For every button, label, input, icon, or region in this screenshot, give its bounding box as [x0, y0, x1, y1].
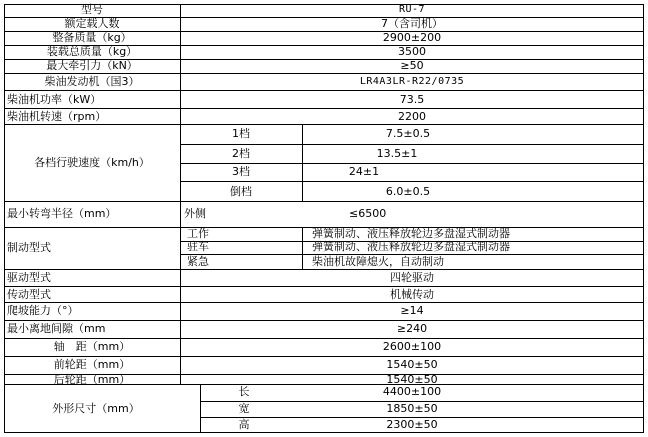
turn-radius-side: 外侧 — [184, 207, 206, 220]
dim-width-label: 宽 — [238, 402, 250, 415]
drive-value: 四轮驱动 — [390, 271, 434, 284]
brake-service-value: 弹簧制动、液压释放轮边多盘湿式制动器 — [312, 227, 510, 240]
brake-service-label: 工作 — [187, 227, 209, 240]
rpm-value: 2200 — [398, 110, 426, 123]
wheelbase-value: 2600±100 — [382, 340, 442, 353]
front-track-label: 前轮距（mm） — [53, 358, 131, 371]
loaded-weight-value: 3500 — [398, 45, 426, 58]
engine-label: 柴油发动机（国3） — [44, 75, 140, 88]
gear-reverse-label: 倒档 — [230, 185, 252, 198]
wheelbase-label: 轴 距（mm） — [53, 340, 131, 353]
dim-height-label: 高 — [238, 418, 250, 431]
engine-value: LR4A3LR-R22/0735 — [359, 76, 465, 87]
seats-label: 额定载人数 — [64, 17, 120, 30]
front-track-value: 1540±50 — [386, 358, 438, 371]
gear-2-label: 2档 — [232, 147, 250, 160]
gear-reverse-speed: 6.0±0.5 — [385, 185, 431, 198]
climb-label: 爬坡能力（°） — [7, 304, 79, 317]
dim-length-label: 长 — [238, 385, 250, 398]
traction-label: 最大牵引力（kN） — [46, 59, 138, 72]
gear-1-speed: 7.5±0.5 — [385, 127, 431, 140]
rear-track-value: 1540±50 — [386, 373, 438, 386]
curb-weight-label: 整备质量（kg） — [52, 31, 132, 44]
drive-label: 驱动型式 — [7, 271, 51, 284]
curb-weight-value: 2900±200 — [382, 31, 442, 44]
gear-1-label: 1档 — [232, 127, 250, 140]
model-label: 型号 — [81, 3, 103, 16]
power-value: 73.5 — [399, 93, 425, 106]
dim-height-value: 2300±50 — [386, 418, 438, 431]
rpm-label: 柴油机转速（rpm） — [7, 110, 107, 123]
loaded-weight-label: 装载总质量（kg） — [46, 45, 138, 58]
turn-radius-value: ≤6500 — [349, 207, 387, 220]
turn-radius-label: 最小转弯半径（mm） — [7, 207, 117, 220]
rear-track-label: 后轮距（mm） — [53, 373, 131, 386]
brake-parking-label: 驻车 — [187, 240, 209, 253]
brake-emergency-label: 紧急 — [187, 255, 209, 268]
gear-3-label: 3档 — [232, 165, 250, 178]
gear-2-speed: 13.5±1 — [376, 147, 418, 160]
climb-value: ≥14 — [400, 304, 424, 317]
brake-parking-value: 弹簧制动、液压释放轮边多盘湿式制动器 — [312, 240, 510, 253]
speed-label: 各档行驶速度（km/h） — [34, 156, 150, 169]
gear-3-speed: 24±1 — [348, 165, 380, 178]
dimensions-label: 外形尺寸（mm） — [52, 402, 140, 415]
dim-width-value: 1850±50 — [386, 402, 438, 415]
traction-value: ≥50 — [400, 59, 424, 72]
brake-emergency-value: 柴油机故障熄火，自动制动 — [312, 255, 444, 268]
seats-value: 7（含司机） — [381, 17, 443, 30]
transmission-label: 传动型式 — [7, 288, 51, 301]
clearance-label: 最小离地间隙（mm — [7, 322, 106, 335]
clearance-value: ≥240 — [396, 322, 428, 335]
spec-table — [4, 4, 644, 433]
model-value: RU-7 — [398, 4, 426, 15]
dim-length-value: 4400±100 — [382, 385, 442, 398]
brake-label: 制动型式 — [7, 241, 51, 254]
transmission-value: 机械传动 — [390, 288, 434, 301]
power-label: 柴油机功率（kW） — [7, 93, 102, 106]
